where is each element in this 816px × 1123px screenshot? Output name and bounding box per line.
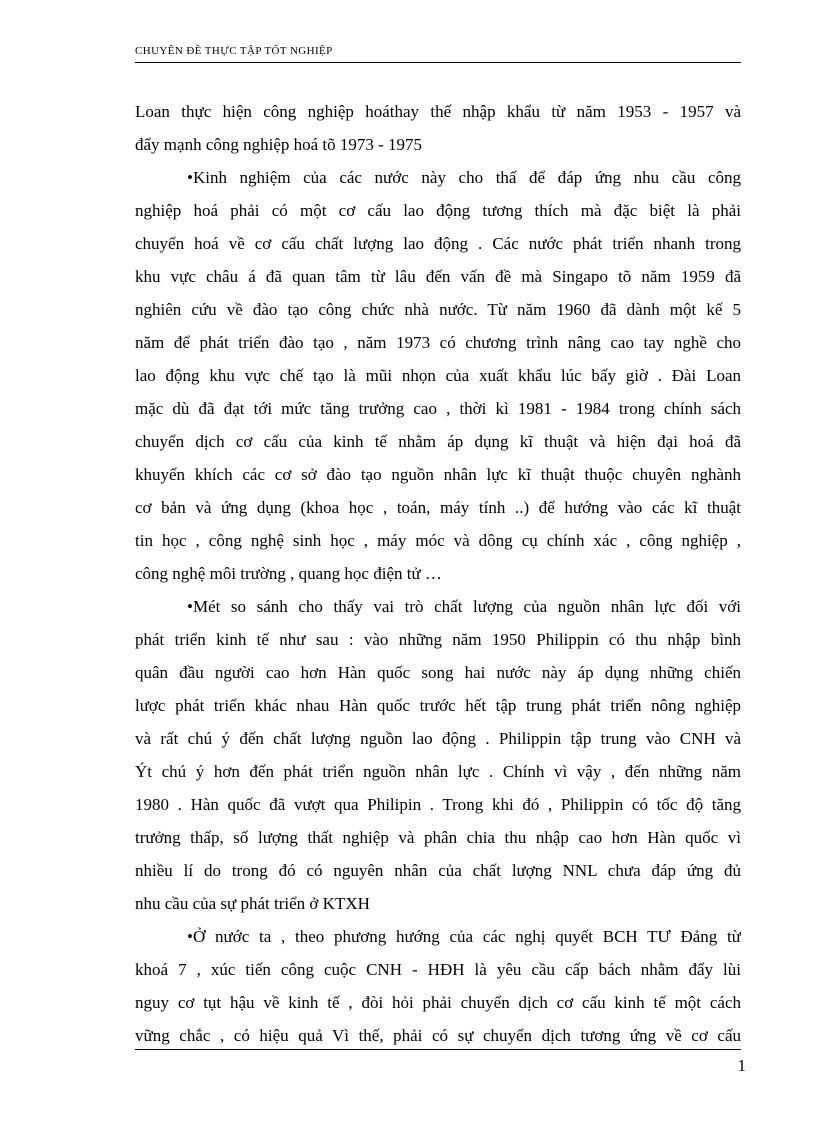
text-line: cơ bản và ứng dụng (khoa học , toán, máy tính ..) để hướng vào các kĩ thuật — [135, 498, 741, 517]
running-header: CHUYÊN ĐỀ THỰC TẬP TỐT NGHIỆP — [135, 45, 333, 57]
text-line: lao động khu vực chế tạo là mũi nhọn của xuất khẩu lúc bấy giờ . Đài Loan — [135, 366, 741, 385]
text-line: •Ở nước ta , theo phương hướng của các nghị quyết BCH TƯ Đảng từ — [187, 927, 741, 946]
text-line: khuyến khích các cơ sở đào tạo nguồn nhân lực kĩ thuật thuộc chuyên nghành — [135, 465, 741, 484]
text-line: vững chắc , có hiệu quả Vì thế, phải có sự chuyển dịch tương ứng về cơ cấu — [135, 1026, 741, 1045]
text-line: năm để phát triển đào tạo , năm 1973 có chương trình nâng cao tay nghề cho — [135, 333, 741, 352]
text-line: •Kinh nghiệm của các nước này cho thấ để đáp ứng nhu cầu công — [187, 168, 741, 187]
text-line: khoá 7 , xúc tiến công cuộc CNH - HĐH là yêu cầu cấp bách nhằm đẩy lùi — [135, 960, 741, 979]
text-line: nhu cầu của sự phát triển ở KTXH — [135, 894, 370, 913]
text-line: nguy cơ tụt hậu về kinh tế , đòi hỏi phải chuyển dịch cơ cấu kinh tế một cách — [135, 993, 741, 1012]
text-line: chuyển dịch cơ cấu của kinh tế nhằm áp dụng kĩ thuật và hiện đại hoá đã — [135, 432, 741, 451]
text-line: 1980 . Hàn quốc đã vượt qua Philipin . Trong khi đó , Philippin có tốc độ tăng — [135, 795, 741, 814]
body-text — [135, 95, 741, 1052]
text-line: Ýt chú ý hơn đến phát triển nguồn nhân lực . Chính vì vậy , đến những năm — [135, 762, 741, 781]
text-line: nghiệp hoá phải có một cơ cấu lao động tương thích mà đặc biệt là phải — [135, 201, 741, 220]
text-line: tin học , công nghệ sinh học , máy móc và dông cụ chính xác , công nghiệp , — [135, 531, 741, 550]
text-line: nhiều lí do trong đó có nguyên nhân của chất lượng NNL chưa đáp ứng đủ — [135, 861, 741, 880]
text-line: khu vực châu á đã quan tâm từ lâu đến vấn đề mà Singapo tõ năm 1959 đã — [135, 267, 741, 286]
text-line: phát triển kinh tế như sau : vào những năm 1950 Philippin có thu nhập bình — [135, 630, 741, 649]
text-line: nghiên cứu về đào tạo công chức nhà nước. Từ năm 1960 đã dành một kế 5 — [135, 300, 741, 319]
text-line: Loan thực hiện công nghiệp hoáthay thế nhập khẩu từ năm 1953 - 1957 và — [135, 102, 741, 121]
text-line: đẩy mạnh công nghiệp hoá tõ 1973 - 1975 — [135, 135, 423, 154]
text-line: quân đầu người cao hơn Hàn quốc song hai nước này áp dụng những chiến — [135, 663, 741, 682]
text-line: công nghệ môi trường , quang học điện tử … — [135, 564, 442, 583]
text-line: mặc dù đã đạt tới mức tăng trưởng cao , thời kì 1981 - 1984 trong chính sách — [135, 399, 741, 418]
text-line: và rất chú ý đến chất lượng nguồn lao động . Philippin tập trung vào CNH và — [135, 729, 741, 748]
text-line: lược phát triển khác nhau Hàn quốc trước hết tập trung phát triển nông nghiệp — [135, 696, 741, 715]
text-line: trưởng thấp, số lượng thất nghiệp và phân chia thu nhập cao hơn Hàn quốc vì — [135, 828, 741, 847]
header-rule — [135, 62, 741, 63]
footer-rule — [135, 1049, 741, 1050]
text-line: chuyển hoá về cơ cấu chất lượng lao động . Các nước phát triển nhanh trong — [135, 234, 741, 253]
page-number: 1 — [737, 1056, 746, 1075]
text-line: •Mét so sánh cho thấy vai trò chất lượng của nguồn nhân lực đối với — [187, 597, 741, 616]
